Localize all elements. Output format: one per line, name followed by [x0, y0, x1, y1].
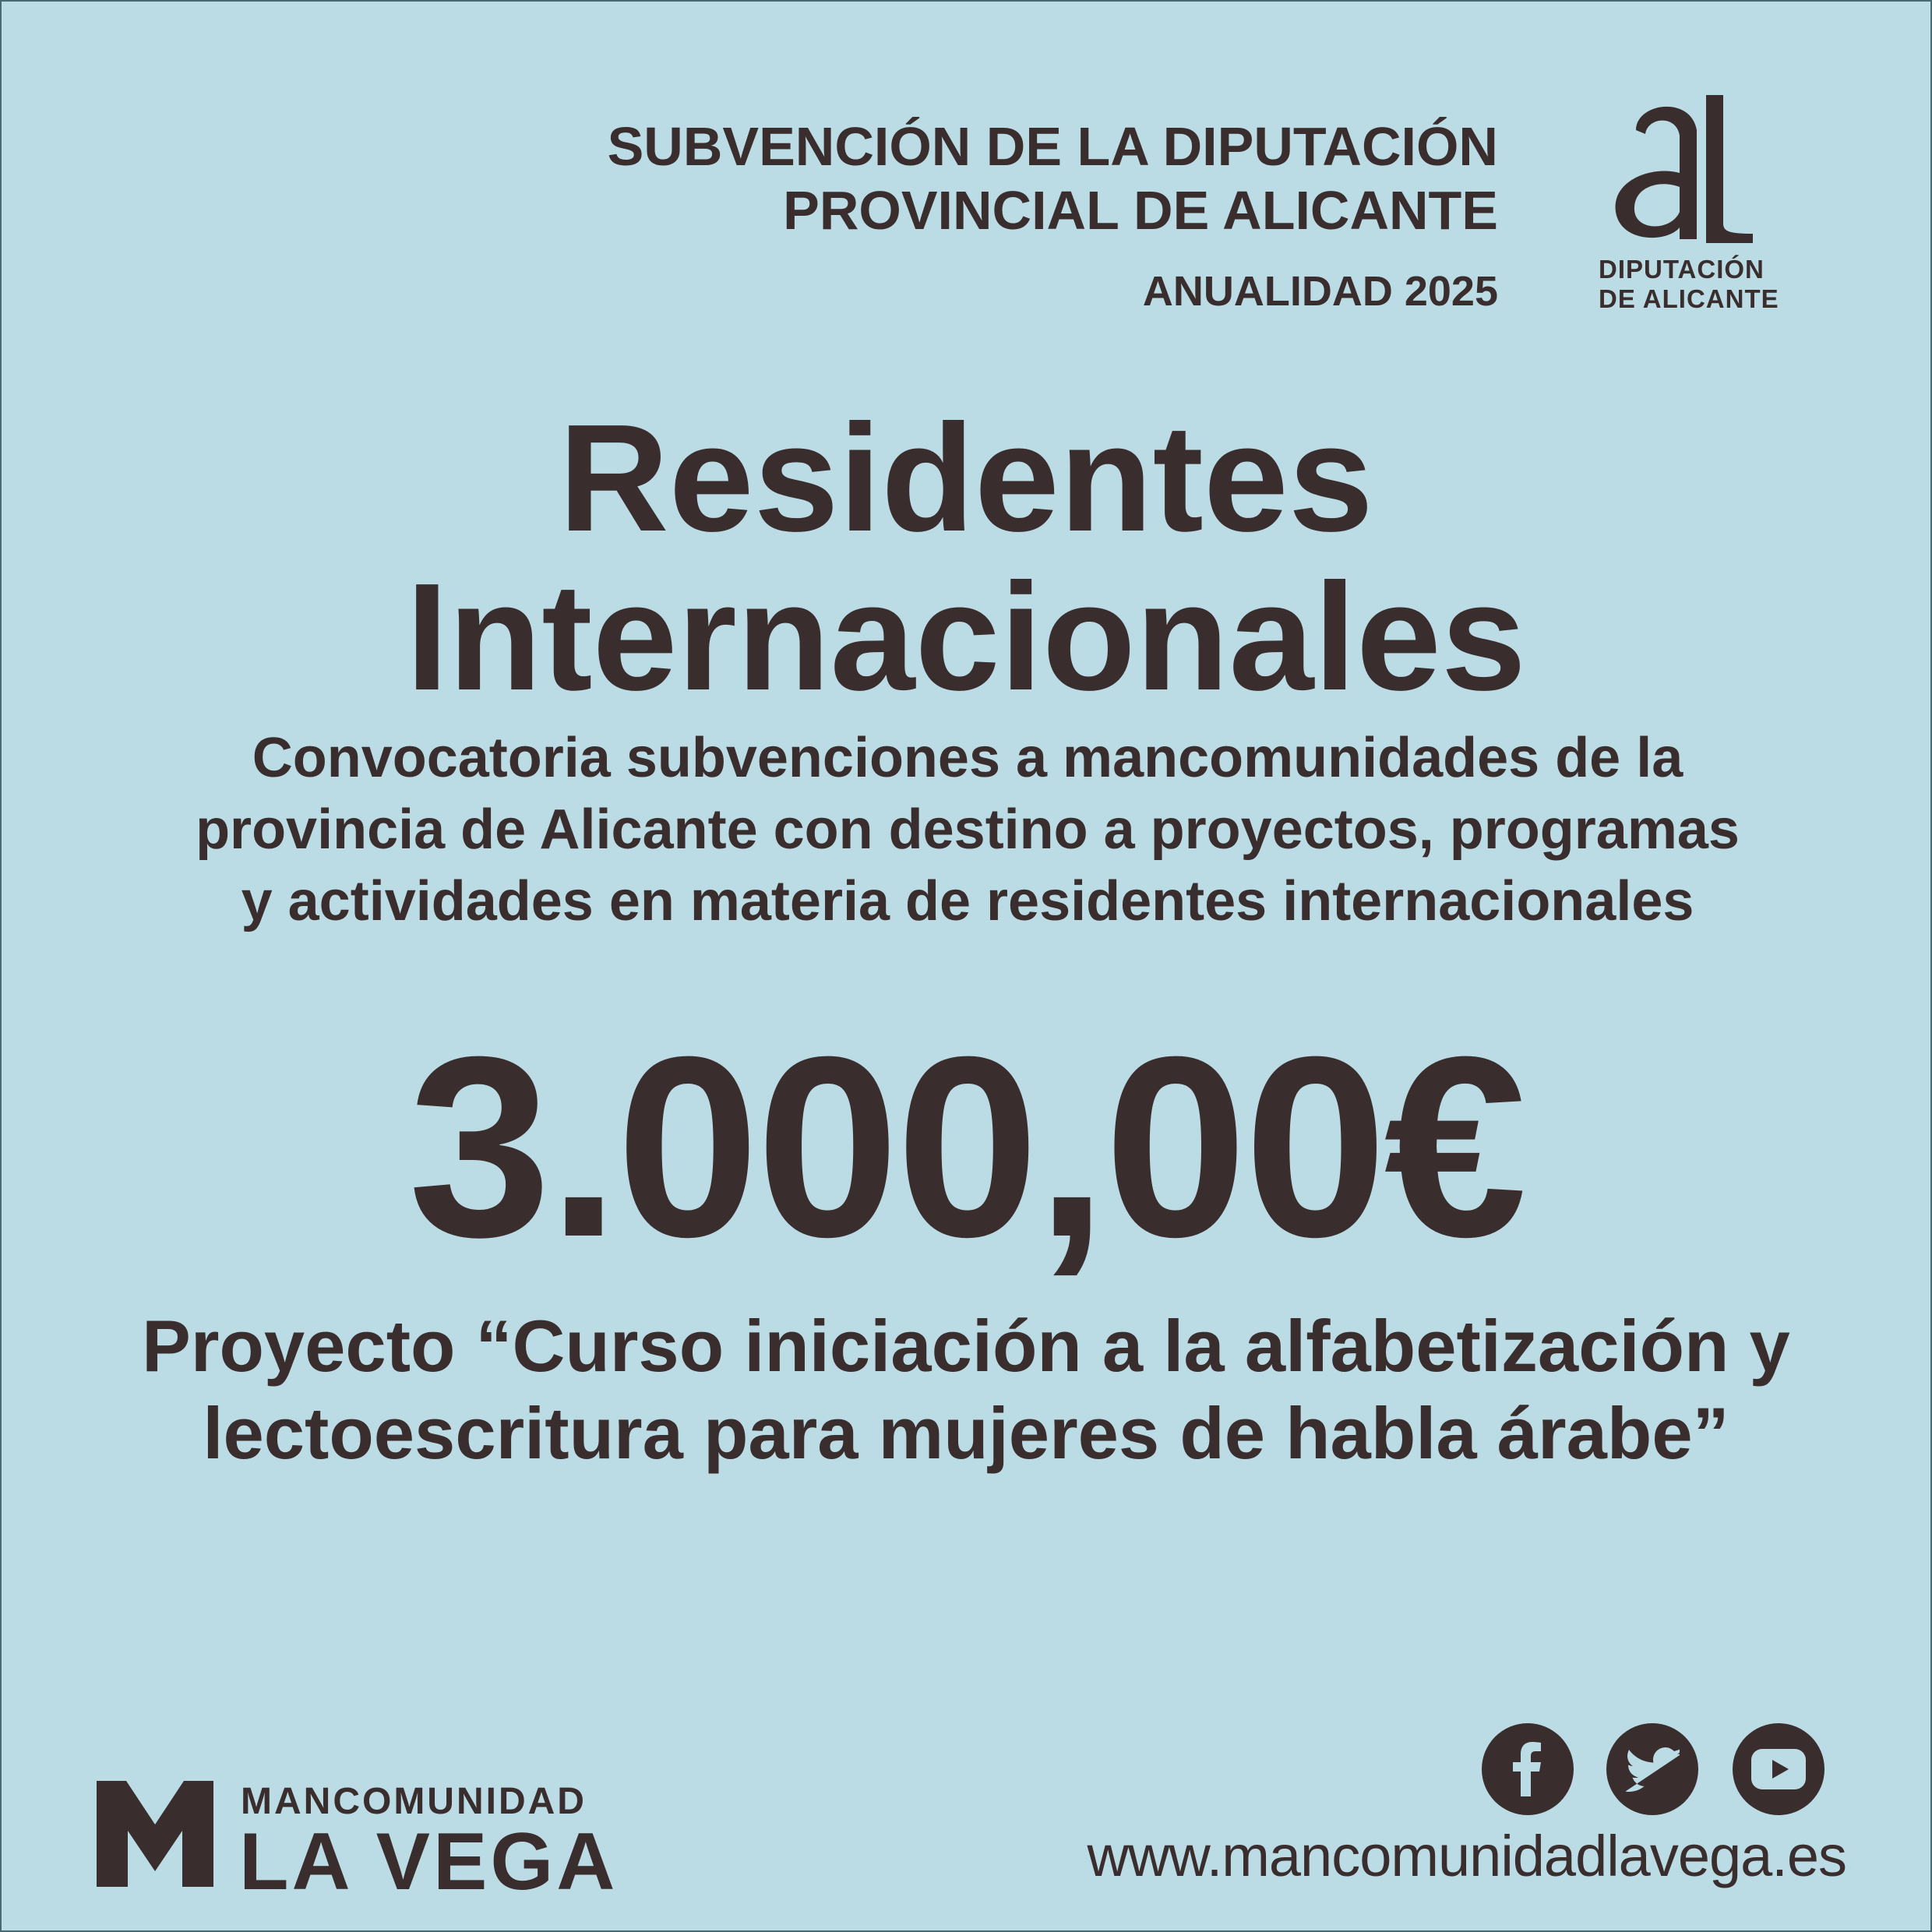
project-line2: lectoescritura para mujeres de habla árabe”	[203, 1392, 1729, 1474]
title-line2: Internacionales	[406, 552, 1526, 722]
youtube-icon[interactable]	[1733, 1723, 1824, 1815]
diputacion-logo-line2: DE ALICANTE	[1599, 284, 1779, 313]
diputacion-logo-text	[1599, 255, 1779, 314]
facebook-glyph	[1504, 1742, 1551, 1796]
website-link[interactable]: www.mancomunidadlavega.es	[1087, 1824, 1846, 1888]
project-line1: Proyecto “Curso iniciación a la alfabetización y	[142, 1305, 1790, 1387]
description-line3: y actividades en materia de residentes internacionales	[241, 870, 1694, 933]
diputacion-logo-line1: DIPUTACIÓN	[1599, 255, 1765, 284]
header-line1: SUBVENCIÓN DE LA DIPUTACIÓN	[607, 116, 1498, 177]
subsidy-amount: 3.000,00€	[407, 1003, 1525, 1290]
diputacion-logo	[1591, 87, 1824, 313]
header-year: ANUALIDAD 2025	[1142, 268, 1498, 315]
header-line2: PROVINCIAL DE ALICANTE	[783, 180, 1498, 241]
facebook-icon[interactable]	[1482, 1723, 1574, 1815]
twitter-glyph	[1625, 1746, 1680, 1793]
diputacion-al-logo-icon	[1605, 87, 1761, 251]
youtube-glyph	[1751, 1749, 1806, 1789]
mancomunidad-m-icon	[97, 1779, 213, 1888]
mancomunidad-label: MANCOMUNIDAD	[241, 1781, 587, 1822]
title-line1: Residentes	[559, 393, 1373, 563]
la-vega-label: LA VEGA	[239, 1817, 619, 1907]
description-line1: Convocatoria subvenciones a mancomunidades de la	[252, 727, 1683, 789]
description-line2: provincia de Alicante con destino a proyectos, programas	[196, 799, 1740, 861]
twitter-icon[interactable]	[1606, 1723, 1698, 1815]
mancomunidad-logo	[97, 1779, 619, 1907]
